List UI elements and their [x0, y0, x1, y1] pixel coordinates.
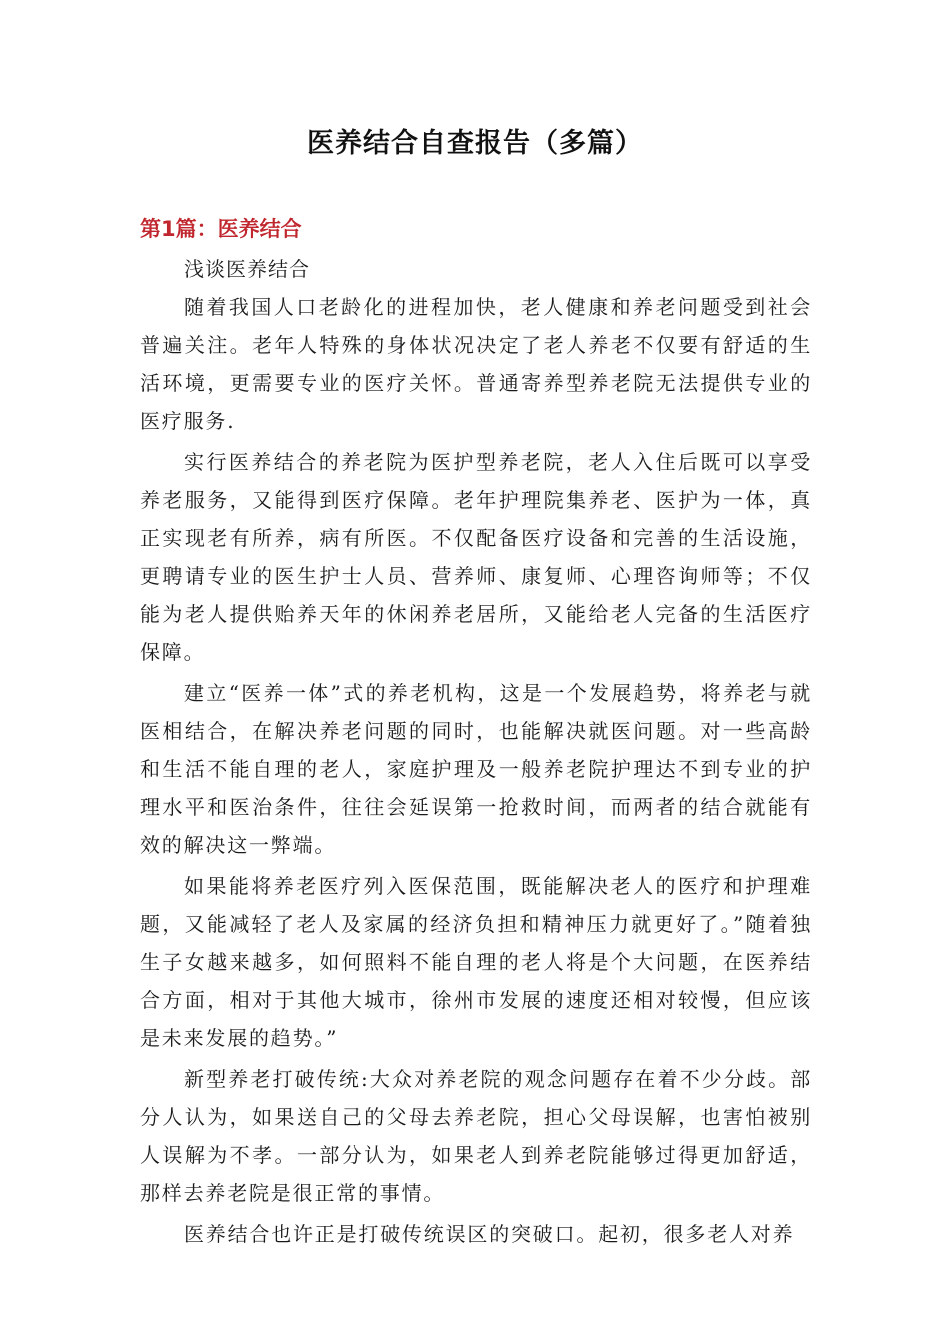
document-title: 医养结合自查报告（多篇）: [307, 128, 643, 159]
paragraph: 医养结合也许正是打破传统误区的突破口。起初，很多老人对养: [184, 1222, 795, 1246]
section-heading-number: 1: [161, 217, 176, 241]
section-heading-suffix: 篇：医养结合: [175, 216, 302, 241]
article-subtitle: 浅谈医养结合: [184, 257, 310, 281]
paragraph: 随着我国人口老龄化的进程加快，老人健康和养老问题受到社会普遍关注。老年人特殊的身体状况决定了老人养老不仅要有舒适的生活环境，更需要专业的医疗关怀。普通寄养型养老院无法提供专业的医疗服务.: [140, 295, 812, 433]
paragraph: 如果能将养老医疗列入医保范围，既能解决老人的医疗和护理难题，又能减轻了老人及家属的经济负担和精神压力就更好了。”随着独生子女越来越多，如何照料不能自理的老人将是个大问题，在医养结合方面，相对于其他大城市，徐州市发展的速度还相对较慢，但应该是未来发展的趋势。”: [140, 874, 812, 1050]
document-body: [140, 250, 812, 1256]
paragraph: 新型养老打破传统:大众对养老院的观念问题存在着不少分歧。部分人认为，如果送自己的父母去养老院，担心父母误解，也害怕被别人误解为不孝。一部分认为，如果老人到养老院能够过得更加舒适，那样去养老院是很正常的事情。: [140, 1067, 812, 1205]
paragraph: 建立“医养一体”式的养老机构，这是一个发展趋势，将养老与就医相结合，在解决养老问题的同时，也能解决就医问题。对一些高龄和生活不能自理的老人，家庭护理及一般养老院护理达不到专业的护理水平和医治条件，往往会延误第一抢救时间，而两者的结合就能有效的解决这一弊端。: [140, 681, 812, 857]
section-heading-prefix: 第: [140, 216, 161, 241]
paragraph: 实行医养结合的养老院为医护型养老院，老人入住后既可以享受养老服务，又能得到医疗保障。老年护理院集养老、医护为一体，真正实现老有所养，病有所医。不仅配备医疗设备和完善的生活设施，更聘请专业的医生护士人员、营养师、康复师、心理咨询师等；不仅能为老人提供贻养天年的休闲养老居所，又能给老人完备的生活医疗保障。: [140, 450, 812, 664]
section-heading: [140, 212, 302, 246]
